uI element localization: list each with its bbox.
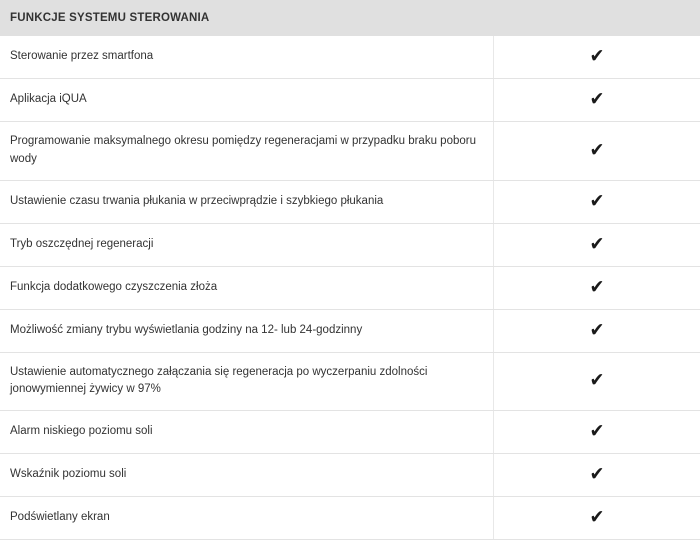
- table-row: [0, 180, 700, 223]
- table-row: [0, 266, 700, 309]
- check-icon: ✔: [589, 275, 605, 298]
- table-title: FUNKCJE SYSTEMU STEROWANIA: [0, 0, 493, 36]
- check-icon: ✔: [589, 318, 605, 341]
- feature-label: Ustawienie automatycznego załączania się regeneracja po wyczerpaniu zdolności jonowymiennej żywicy w 97%: [0, 352, 493, 411]
- feature-value: [493, 122, 700, 181]
- feature-label: Wskaźnik poziomu soli: [0, 454, 493, 497]
- table-row: [0, 309, 700, 352]
- check-icon: ✔: [589, 232, 605, 255]
- check-icon: ✔: [589, 88, 605, 110]
- feature-label: Funkcja dodatkowego czyszczenia złoża: [0, 266, 493, 309]
- feature-label: Możliwość zmiany trybu wyświetlania godziny na 12- lub 24-godzinny: [0, 309, 493, 352]
- table-body: [0, 36, 700, 540]
- feature-value: [493, 266, 700, 309]
- feature-label: Podświetlany ekran: [0, 497, 493, 540]
- feature-label: Tryb oszczędnej regeneracji: [0, 223, 493, 266]
- feature-label: Programowanie maksymalnego okresu pomiędzy regeneracjami w przypadku braku poboru wody: [0, 122, 493, 181]
- table-row: [0, 122, 700, 181]
- check-icon: ✔: [589, 138, 605, 161]
- feature-label: Alarm niskiego poziomu soli: [0, 411, 493, 454]
- feature-label: Sterowanie przez smartfona: [0, 36, 493, 79]
- check-icon: ✔: [589, 369, 605, 392]
- check-icon: ✔: [589, 506, 605, 529]
- feature-value: [493, 223, 700, 266]
- feature-value: [493, 309, 700, 352]
- table-row: [0, 497, 700, 540]
- feature-value: [493, 411, 700, 454]
- table-row: [0, 79, 700, 122]
- feature-value: [493, 180, 700, 223]
- check-icon: ✔: [589, 45, 605, 67]
- check-icon: ✔: [589, 420, 605, 443]
- table-row: [0, 36, 700, 79]
- table-value-header: [493, 0, 700, 36]
- feature-value: [493, 454, 700, 497]
- table-row: [0, 223, 700, 266]
- table-row: [0, 454, 700, 497]
- feature-label: Aplikacja iQUA: [0, 79, 493, 122]
- feature-value: [493, 79, 700, 122]
- feature-value: [493, 497, 700, 540]
- feature-value: [493, 36, 700, 79]
- table-row: [0, 411, 700, 454]
- check-icon: ✔: [589, 463, 605, 486]
- table-row: [0, 352, 700, 411]
- feature-label: Ustawienie czasu trwania płukania w przeciwprądzie i szybkiego płukania: [0, 180, 493, 223]
- table-header-row: [0, 0, 700, 36]
- feature-value: [493, 352, 700, 411]
- check-icon: ✔: [589, 189, 605, 212]
